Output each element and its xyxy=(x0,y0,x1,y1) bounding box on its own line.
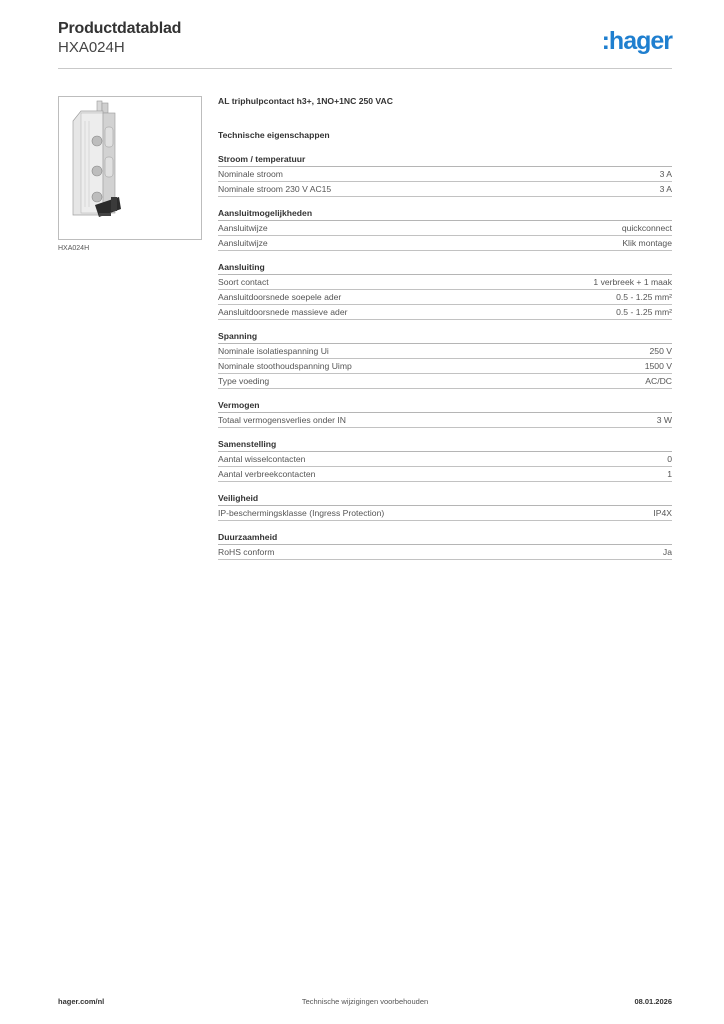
group-vermogen xyxy=(218,400,672,428)
spec-label: Aansluitwijze xyxy=(218,238,268,248)
spec-value: 0 xyxy=(667,454,672,464)
spec-row xyxy=(218,221,672,236)
spec-value: 1 verbreek + 1 maak xyxy=(593,277,672,287)
header-divider xyxy=(58,68,672,69)
spec-label: Aantal wisselcontacten xyxy=(218,454,306,464)
spec-label: Nominale stoothoudspanning Uimp xyxy=(218,361,352,371)
spec-label: Aantal verbreekcontacten xyxy=(218,469,316,479)
auxiliary-contact-illustration xyxy=(59,97,201,239)
group-duurzaamheid xyxy=(218,532,672,560)
spec-value: 3 W xyxy=(656,415,672,425)
spec-value: 0.5 - 1.25 mm² xyxy=(616,292,672,302)
group-title: Vermogen xyxy=(218,400,672,413)
footer-disclaimer: Technische wijzigingen voorbehouden xyxy=(301,997,429,1006)
group-title: Aansluitmogelijkheden xyxy=(218,208,672,221)
spec-label: RoHS conform xyxy=(218,547,275,557)
document-title: Productdatablad xyxy=(58,20,182,37)
product-image xyxy=(58,96,202,240)
spec-label: Type voeding xyxy=(218,376,270,386)
group-samenstelling xyxy=(218,439,672,482)
spec-row xyxy=(218,305,672,320)
spec-value: 3 A xyxy=(659,184,672,194)
spec-value: Klik montage xyxy=(622,238,672,248)
group-veiligheid xyxy=(218,493,672,521)
group-title: Aansluiting xyxy=(218,262,672,275)
footer-date: 08.01.2026 xyxy=(634,997,672,1006)
spec-label: Nominale stroom 230 V AC15 xyxy=(218,184,332,194)
spec-label: Totaal vermogensverlies onder IN xyxy=(218,415,347,425)
spec-value: 3 A xyxy=(659,169,672,179)
group-title: Duurzaamheid xyxy=(218,532,672,545)
group-title: Samenstelling xyxy=(218,439,672,452)
spec-sheet xyxy=(218,96,672,560)
spec-label: Soort contact xyxy=(218,277,269,287)
spec-row xyxy=(218,344,672,359)
spec-value: 1 xyxy=(667,469,672,479)
spec-row xyxy=(218,275,672,290)
spec-label: Nominale isolatiespanning Ui xyxy=(218,346,329,356)
group-title: Stroom / temperatuur xyxy=(218,154,672,167)
spec-label: Aansluitwijze xyxy=(218,223,268,233)
spec-value: Ja xyxy=(662,547,672,557)
spec-row xyxy=(218,359,672,374)
footer-website: hager.com/nl xyxy=(58,997,105,1006)
section-heading: Technische eigenschappen xyxy=(218,130,330,140)
spec-row xyxy=(218,167,672,182)
spec-row xyxy=(218,506,672,521)
spec-row xyxy=(218,290,672,305)
spec-label: Aansluitdoorsnede soepele ader xyxy=(218,292,342,302)
spec-row xyxy=(218,236,672,251)
spec-label: Nominale stroom xyxy=(218,169,283,179)
spec-label: Aansluitdoorsnede massieve ader xyxy=(218,307,348,317)
group-title: Veiligheid xyxy=(218,493,672,506)
spec-label: IP-beschermingsklasse (Ingress Protection) xyxy=(218,508,385,518)
spec-row xyxy=(218,182,672,197)
group-aansluiting xyxy=(218,262,672,320)
spec-value: 250 V xyxy=(649,346,672,356)
spec-value: IP4X xyxy=(653,508,672,518)
spec-row xyxy=(218,374,672,389)
group-title: Spanning xyxy=(218,331,672,344)
spec-row xyxy=(218,452,672,467)
spec-value: quickconnect xyxy=(621,223,672,233)
product-code: HXA024H xyxy=(58,39,125,56)
spec-row xyxy=(218,413,672,428)
page-header xyxy=(58,20,672,68)
image-caption: HXA024H xyxy=(58,245,90,252)
spec-row xyxy=(218,545,672,560)
spec-value: 0.5 - 1.25 mm² xyxy=(616,307,672,317)
group-aansluitmogelijkheden xyxy=(218,208,672,251)
group-stroom xyxy=(218,154,672,197)
hager-logo: :hager xyxy=(601,27,672,55)
group-spanning xyxy=(218,331,672,389)
spec-value: 1500 V xyxy=(644,361,672,371)
spec-value: AC/DC xyxy=(645,376,672,386)
product-name: AL triphulpcontact h3+, 1NO+1NC 250 VAC xyxy=(218,96,393,106)
spec-row xyxy=(218,467,672,482)
